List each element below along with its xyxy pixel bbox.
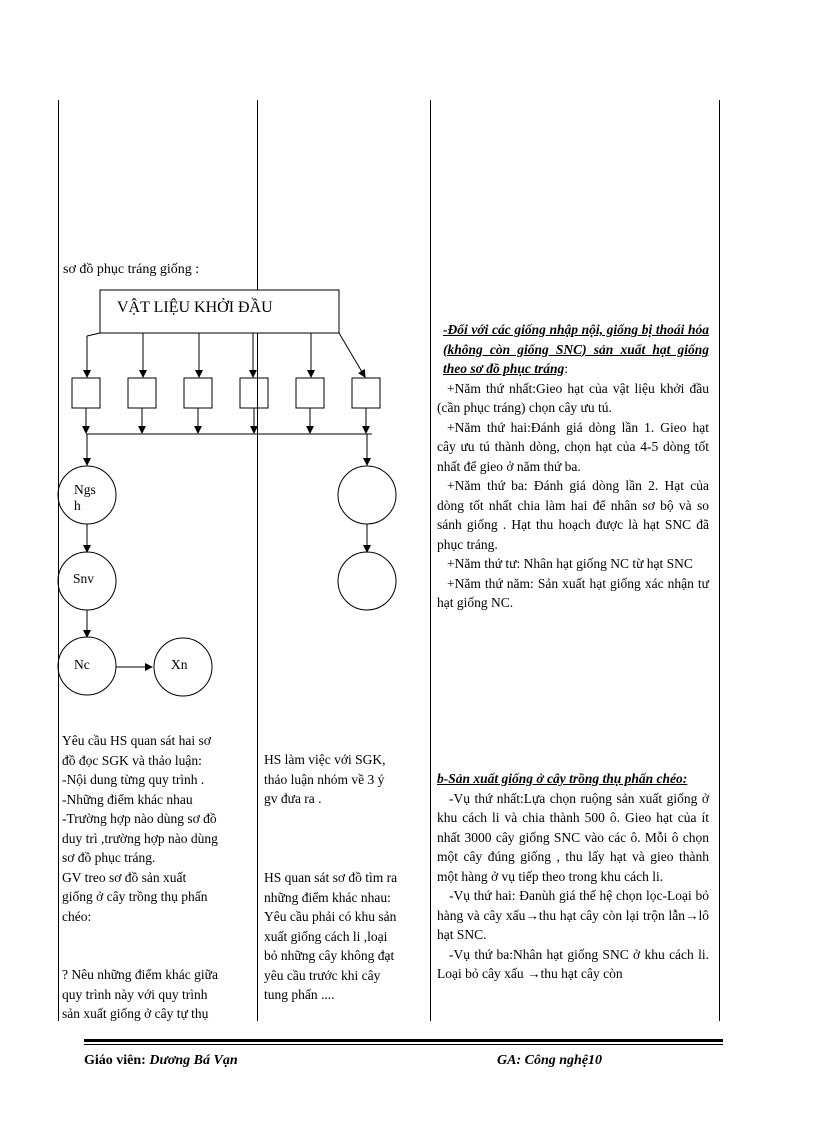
- text-line: xuất giống cách li ,loại: [264, 928, 388, 944]
- text-line: duy trì ,trường hợp nào dùng: [62, 830, 218, 846]
- text-line: gv đưa ra .: [264, 791, 322, 806]
- section-a-step: +Năm thứ hai:Đánh giá dòng lần 1. Gieo hạt cây ưu tú thành dòng, chọn hạt của 4-5 dòng tốt nhất để gieo ở năm thứ ba.: [437, 419, 709, 474]
- text-line: tung phấn ....: [264, 987, 335, 1002]
- teacher-activity-block1: [62, 731, 252, 926]
- text-line: sản xuất giống ở cây tự thụ: [62, 1006, 209, 1021]
- subject-name: Công nghệ10: [524, 1053, 603, 1068]
- footer-rule: [84, 1039, 723, 1042]
- teacher-name: Dương Bá Vạn: [149, 1053, 238, 1068]
- circle-xn-label: Xn: [171, 657, 188, 672]
- line-box-6: [352, 378, 380, 408]
- line-box-5: [296, 378, 324, 408]
- section-a-step: +Năm thứ tư: Nhân hạt giống NC từ hạt SNC: [447, 556, 693, 571]
- text-line: GV treo sơ đồ sản xuất: [62, 869, 187, 885]
- text-line: đồ đọc SGK và thảo luận:: [62, 752, 202, 768]
- circle-snv-label: Snv: [73, 571, 95, 586]
- text-line: giống ở cây trồng thụ phấn: [62, 889, 208, 904]
- section-a-step: +Năm thứ năm: Sản xuất hạt giống xác nhận tư hạt giống NC.: [437, 575, 709, 610]
- student-activity-block1: [264, 750, 424, 809]
- footer-subject: [497, 1053, 602, 1069]
- teacher-label: Giáo viên:: [84, 1053, 146, 1068]
- line-box-2: [128, 378, 156, 408]
- line-box-3: [184, 378, 212, 408]
- text-line: HS quan sát sơ đồ tìm ra: [264, 870, 398, 885]
- text-line: Yêu cầu HS quan sát hai sơ: [62, 733, 211, 748]
- text-line: yêu cầu trước khi cây: [264, 967, 381, 983]
- text-line: những điểm khác nhau:: [264, 889, 391, 905]
- arrow-right-icon: →: [684, 907, 699, 923]
- text-line: HS làm việc với SGK,: [264, 752, 386, 767]
- text-line: quy trình này với quy trình: [62, 986, 208, 1002]
- circle-nc-label: Nc: [74, 657, 90, 672]
- text-line: bỏ những cây không đạt: [264, 948, 395, 963]
- section-a-step: +Năm thứ nhất:Gieo hạt của vật liệu khởi đầu (cần phục tráng) chọn cây ưu tú.: [437, 380, 709, 415]
- content-section-b: [437, 769, 709, 984]
- teacher-activity-block2: [62, 965, 252, 1024]
- content-section-a: [437, 320, 709, 613]
- text-line: chéo:: [62, 908, 92, 924]
- arrow-right-icon: →: [526, 966, 541, 981]
- footer-teacher: [84, 1053, 238, 1069]
- section-b-step: -Vụ thứ hai: Đanùh giá thế hệ chọn lọc-Loại bỏ hàng và cây xấu→thu hạt cây còn lại trộn lẫn→lô hạt SNC.: [437, 888, 709, 942]
- text-line: sơ đồ phục tráng.: [62, 850, 156, 865]
- text-line: thảo luận nhóm về 3 ý: [264, 771, 385, 787]
- text-line: -Những điểm khác nhau: [62, 791, 193, 807]
- text-line: Yêu cầu phải có khu sản: [264, 909, 397, 924]
- line-box-1: [72, 378, 100, 408]
- student-activity-block2: [264, 868, 424, 1005]
- section-b-heading: b-Sản xuất giống ở cây trồng thụ phấn chéo:: [437, 771, 688, 786]
- text-line: -Trường hợp nào dùng sơ đồ: [62, 811, 217, 826]
- circle-right-1: [338, 466, 396, 524]
- footer-rule-thin: [84, 1044, 723, 1045]
- section-a-heading: -Đối với các giống nhập nội, giống bị thoái hóa (không còn giống SNC) sản xuất hạt giống theo sơ đồ phục tráng:: [443, 322, 709, 376]
- box-label: VẬT LIỆU KHỞI ĐẦU: [117, 299, 273, 316]
- section-b-step: -Vụ thứ ba:Nhân hạt giống SNC ở khu cách li. Loại bỏ cây xấu →thu hạt cây còn: [437, 946, 709, 981]
- circle-ngsh-label: Ngs h: [74, 482, 96, 513]
- line-box-4: [240, 378, 268, 408]
- text-line: -Nội dung từng quy trình .: [62, 772, 205, 787]
- diagram-intro: sơ đồ phục tráng giống :: [63, 262, 200, 277]
- text-line: ? Nêu những điểm khác giữa: [62, 967, 218, 982]
- section-b-step: -Vụ thứ nhất:Lựa chọn ruộng sản xuất giống ở khu cách li và chia thành 500 ô. Gieo hạt của ít nhất 3000 cây giống SNC vào các ô. Mỗi ô chọn một cây đúng giống , thu lấy hạt và gieo thành một hàng ở vụ tiếp theo trong khu cách li.: [437, 790, 709, 884]
- section-a-step: +Năm thứ ba: Đánh giá dòng lần 2. Hạt của dòng tốt nhất chia làm hai để nhân sơ bộ và so sánh giống . Hạt thu hoạch được là hạt SNC đã phục tráng.: [437, 478, 709, 552]
- circle-right-2: [338, 552, 396, 610]
- arrow-right-icon: →: [525, 907, 539, 923]
- subject-label: GA:: [497, 1053, 522, 1068]
